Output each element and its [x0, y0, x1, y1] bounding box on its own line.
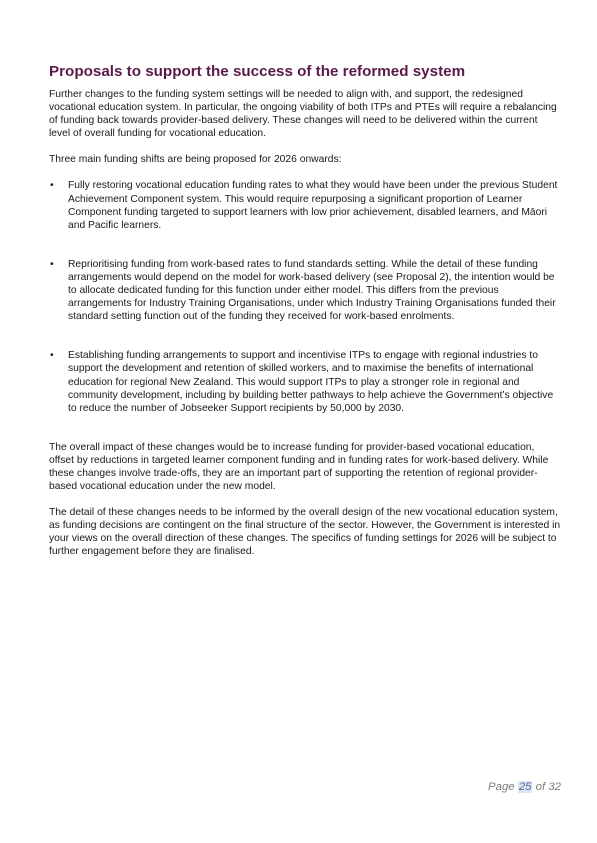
- page-footer: [488, 781, 561, 793]
- total-pages: 32: [548, 781, 561, 793]
- impact-paragraph: The overall impact of these changes would be to increase funding for provider-based vocational education, offset by reductions in targeted learner component funding and in funding rates for work-based delivery. While these changes involve trade-offs, they are an important part of supporting the retention of regional provider-based vocational education under the new model.: [49, 441, 549, 493]
- list-item-text: Establishing funding arrangements to support and incentivise ITPs to engage with regional industries to support the development and retention of skilled workers, and to maximise the benefits of international education for regional New Zealand. This would support ITPs to play a stronger role in regional and community development, including by building better pathways to help achieve the Government’s objective to reduce the number of Jobseeker Support recipients by 50,000 by 2030.: [68, 350, 554, 414]
- list-item: [49, 179, 561, 231]
- bullet-marker: •: [50, 180, 54, 192]
- bullet-marker: •: [50, 350, 54, 362]
- detail-paragraph: The detail of these changes needs to be informed by the overall design of the new vocational education system, as funding decisions are contingent on the final structure of the sector. However, the Government is interested in your views on the overall direction of these changes. The specifics of funding settings for 2026 will be subject to further engagement before they are finalised.: [49, 507, 561, 558]
- page-word: Page: [488, 781, 515, 793]
- lead-paragraph: Three main funding shifts are being proposed for 2026 onwards:: [49, 154, 342, 166]
- list-item-text: Fully restoring vocational education funding rates to what they would have been under the previous Student Achievement Component system. This would require repurposing a significant proportion of Learner Component funding targeted to support learners with low prior achievement, disabled learners, and Māori and Pacific learners.: [68, 180, 558, 231]
- bullet-marker: •: [50, 258, 54, 270]
- list-item-text: Reprioritising funding from work-based rates to fund standards setting. While the detail of these funding arrangements would depend on the model for work-based delivery (see Proposal 2), the intention would be to allocate dedicated funding for this function under either model. This differs from the previous arrangements for Industry Training Organisations, under which Industry Training Organisations funded their standard setting function out of the funding they received for work-based enrolments.: [68, 258, 556, 323]
- page-number: 25: [518, 781, 532, 793]
- list-item: [49, 258, 561, 323]
- funding-shifts-list: [49, 179, 561, 414]
- list-item: [49, 349, 561, 414]
- intro-paragraph: Further changes to the funding system settings will be needed to align with, and support, the redesigned vocational education system. In particular, the ongoing viability of both ITPs and PTEs will require a rebalancing of funding back towards provider-based delivery. These changes will need to be delivered within the current level of overall funding for vocational education.: [49, 89, 557, 140]
- document-body: [49, 88, 561, 572]
- of-word: of: [535, 781, 546, 793]
- section-heading: Proposals to support the success of the reformed system: [49, 63, 466, 80]
